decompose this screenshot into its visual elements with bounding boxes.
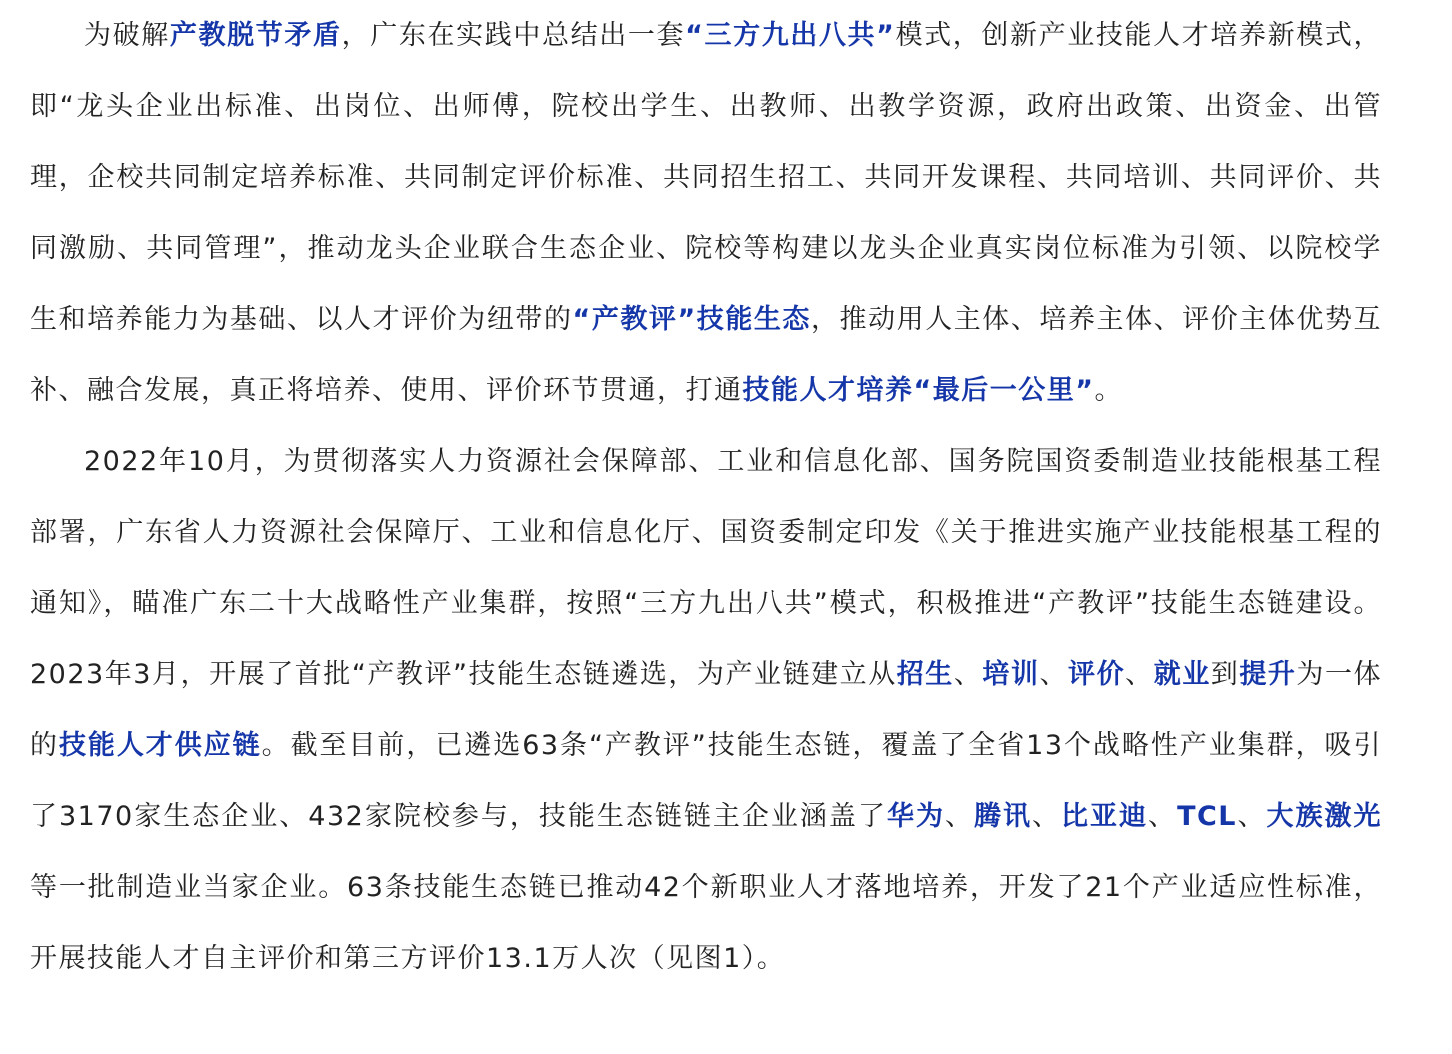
highlight-term: 就业 (1153, 659, 1211, 690)
text-segment: 、 (1039, 659, 1069, 690)
text-segment: 。截至目前，已遴选63条“产教评”技能生态链，覆盖了全省13个战略性产业集群，吸引了3170家生态企业、432家院校参与，技能生态链链主企业涵盖了 (30, 730, 1383, 832)
highlight-term: “三方九出八共” (685, 20, 896, 51)
highlight-term: 提升 (1239, 659, 1297, 690)
highlight-term: 评价 (1068, 659, 1126, 690)
highlight-term: 大族激光 (1266, 801, 1383, 832)
article-body (30, 0, 1382, 994)
highlight-term: 招生 (896, 659, 954, 690)
text-segment: 为破解 (84, 20, 170, 51)
paragraph-model-intro (30, 0, 1382, 426)
text-segment: 为一体的 (30, 659, 1383, 761)
text-segment: 模式，创新产业技能人才培养新模式，即“龙头企业出标准、出岗位、出师傅，院校出学生、出教师、出教学资源，政府出政策、出资金、出管理，企校共同制定培养标准、共同制定评价标准、共同招生招工、共同开发课程、共同培训、共同评价、共同激励、共同管理”，推动龙头企业联合生态企业、院校等构建以龙头企业真实岗位标准为引领、以院校学生和培养能力为基础、以人才评价为纽带的 (30, 20, 1383, 335)
text-segment: 等一批制造业当家企业。63条技能生态链已推动42个新职业人才落地培养，开发了21个产业适应性标准，开展技能人才自主评价和第三方评价13.1万人次（见图1）。 (30, 872, 1382, 974)
text-segment: 。 (1094, 375, 1123, 406)
highlight-term: “产教评”技能生态 (572, 304, 811, 335)
highlight-term: 比亚迪 (1061, 801, 1149, 832)
highlight-term: 技能人才培养“最后一公里” (742, 375, 1095, 406)
highlight-term: 腾讯 (973, 801, 1032, 832)
text-segment: 、 (1237, 801, 1267, 832)
paragraph-progress (30, 426, 1382, 994)
text-segment: 2022年10月，为贯彻落实人力资源社会保障部、工业和信息化部、国务院国资委制造业技能根基工程部署，广东省人力资源社会保障厅、工业和信息化厅、国资委制定印发《关于推进实施产业技能根基工程的通知》，瞄准广东二十大战略性产业集群，按照“三方九出八共”模式，积极推进“产教评”技能生态链建设。2023年3月，开展了首批“产教评”技能生态链遴选，为产业链建立从 (30, 446, 1382, 690)
highlight-term: 产教脱节矛盾 (169, 20, 342, 51)
text-segment: ，广东在实践中总结出一套 (341, 20, 686, 51)
text-segment: 到 (1210, 659, 1240, 690)
text-segment: 、 (1125, 659, 1154, 690)
highlight-term: 技能人才供应链 (58, 730, 262, 761)
highlight-term: TCL (1177, 801, 1237, 832)
text-segment: 、 (953, 659, 983, 690)
highlight-term: 华为 (886, 801, 945, 832)
text-segment: 、 (1148, 801, 1178, 832)
highlight-term: 培训 (982, 659, 1040, 690)
text-segment: 、 (1032, 801, 1062, 832)
text-segment: 、 (944, 801, 974, 832)
text-segment: ，推动用人主体、培养主体、评价主体优势互补、融合发展，真正将培养、使用、评价环节贯通，打通 (30, 304, 1382, 406)
